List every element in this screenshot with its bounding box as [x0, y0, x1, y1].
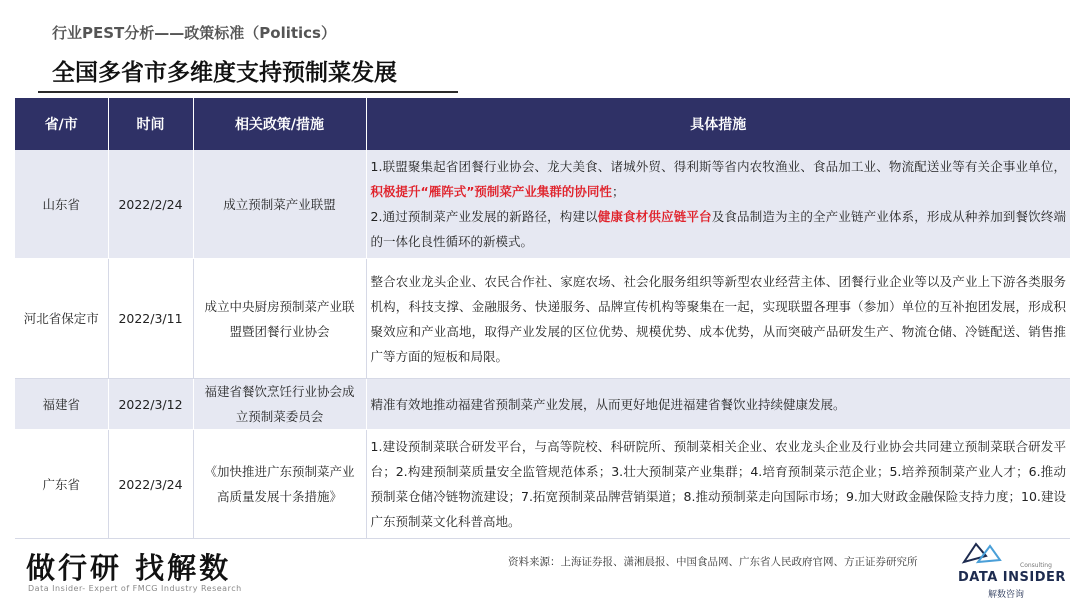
logo-consulting: Consulting [1020, 562, 1052, 569]
table-row [15, 150, 1070, 259]
measure-text: ； [611, 184, 625, 199]
policy-table [15, 98, 1070, 539]
title-underline [38, 91, 458, 93]
cell-policy: 成立预制菜产业联盟 [193, 150, 366, 259]
column-header-measures: 具体措施 [366, 98, 1070, 150]
measure-text: 及食品制造为主的全产业链产业体系，形成从种养加到餐饮终端的一体化良性循环的新模式。 [370, 209, 1066, 249]
data-insider-logo-icon [960, 540, 1004, 566]
cell-policy: 《加快推进广东预制菜产业高质量发展十条措施》 [193, 430, 366, 539]
cell-date: 2022/3/12 [108, 379, 193, 430]
cell-policy: 成立中央厨房预制菜产业联盟暨团餐行业协会 [193, 259, 366, 379]
logo-chinese-name: 解数咨询 [988, 590, 1025, 600]
cell-province: 广东省 [15, 430, 108, 539]
table-row [15, 379, 1070, 430]
brand-tagline: Data Insider- Expert of FMCG Industry Research [28, 584, 242, 593]
cell-date: 2022/3/11 [108, 259, 193, 379]
cell-policy: 福建省餐饮烹饪行业协会成立预制菜委员会 [193, 379, 366, 430]
column-header-date: 时间 [108, 98, 193, 150]
cell-measures [366, 150, 1070, 259]
page-title: 全国多省市多维度支持预制菜发展 [52, 60, 397, 86]
table-header-row [15, 98, 1070, 150]
section-subtitle: 行业PEST分析——政策标准（Politics） [52, 24, 336, 42]
cell-province: 福建省 [15, 379, 108, 430]
cell-date: 2022/2/24 [108, 150, 193, 259]
logo-wordmark: DATA INSIDER [958, 570, 1066, 585]
measure-highlight: 健康食材供应链平台 [597, 209, 712, 224]
measure-highlight: 积极提升“雁阵式”预制菜产业集群的协同性 [370, 184, 612, 199]
cell-date: 2022/3/24 [108, 430, 193, 539]
column-header-province: 省/市 [15, 98, 108, 150]
measure-text: 2.通过预制菜产业发展的新路径，构建以 [370, 209, 598, 224]
cell-province: 山东省 [15, 150, 108, 259]
cell-province: 河北省保定市 [15, 259, 108, 379]
brand-slogan: 做行研 找解数 [26, 551, 232, 585]
measure-text: 1.联盟聚集起省团餐行业协会、龙大美食、诸城外贸、得利斯等省内农牧渔业、食品加工业、物流配送业等有关企事业单位， [370, 159, 1066, 174]
cell-measures: 整合农业龙头企业、农民合作社、家庭农场、社会化服务组织等新型农业经营主体、团餐行业企业等以及产业上下游各类服务机构，科技支撑、金融服务、快递服务、品牌宣传机构等聚集在一起，实现联盟各理事（参加）单位的互补抱团发展，形成积聚效应和产业高地，取得产业发展的区位优势、规模优势、成本优势，从而突破产品研发生产、物流仓储、冷链配送、销售推广等方面的短板和局限。 [366, 259, 1070, 379]
cell-measures: 精准有效地推动福建省预制菜产业发展，从而更好地促进福建省餐饮业持续健康发展。 [366, 379, 1070, 430]
source-note: 资料来源：上海证券报、潇湘晨报、中国食品网、广东省人民政府官网、方正证券研究所 [508, 556, 918, 568]
table-row [15, 430, 1070, 539]
column-header-policy: 相关政策/措施 [193, 98, 366, 150]
table-row [15, 259, 1070, 379]
cell-measures: 1.建设预制菜联合研发平台，与高等院校、科研院所、预制菜相关企业、农业龙头企业及行业协会共同建立预制菜联合研发平台；2.构建预制菜质量安全监管规范体系；3.壮大预制菜产业集群；4.培育预制菜示范企业；5.培养预制菜产业人才；6.推动预制菜仓储冷链物流建设；7.拓宽预制菜品牌营销渠道；8.推动预制菜走向国际市场；9.加大财政金融保险支持力度；10.建设广东预制菜文化科普高地。 [366, 430, 1070, 539]
